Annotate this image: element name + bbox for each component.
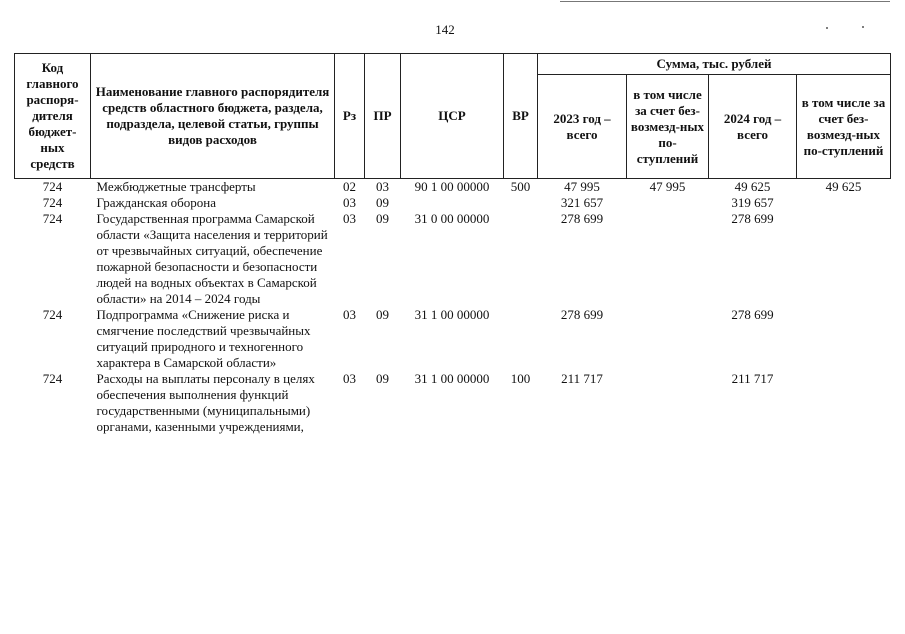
row-code: 724 [42,307,63,322]
page-number: 142 [435,22,455,37]
row-2023-free: 47 995 [649,179,686,194]
row-csr: 31 0 00 00000 [414,211,490,226]
header-rz: Рз [335,54,365,179]
row-2023-total: 47 995 [564,179,600,194]
row-2024-free [797,307,891,371]
scan-speck [862,26,864,28]
row-2023-free [627,211,709,307]
row-2023-free [627,371,709,435]
row-vr [504,195,538,211]
row-code: 724 [42,371,63,386]
row-pr: 03 [376,179,389,194]
table-row [15,211,891,307]
row-2024-total: 319 657 [731,195,774,210]
row-pr: 09 [376,307,389,322]
top-edge-line [560,1,890,2]
row-code: 724 [42,195,63,210]
row-2024-free [797,371,891,435]
row-2024-free [797,211,891,307]
row-code: 724 [42,211,63,226]
row-2023-total: 278 699 [560,211,604,226]
header-2024-free: в том числе за счет без-возмезд-ных по-ступлений [797,75,891,179]
row-pr: 09 [376,195,389,210]
header-sum-group: Сумма, тыс. рублей [538,54,891,75]
row-csr: 31 1 00 00000 [414,371,490,386]
row-2023-total: 321 657 [560,195,604,210]
row-vr [504,211,538,307]
row-csr: 31 1 00 00000 [414,307,490,322]
header-csr: ЦСР [401,54,504,179]
row-2024-free: 49 625 [825,179,862,194]
table-row [15,307,891,371]
row-2024-total: 278 699 [731,211,774,226]
row-2023-free [627,195,709,211]
row-name: Подпрограмма «Снижение риска и смягчение последствий чрезвычайных ситуаций природного и техногенного характера в Самарской области» [96,307,311,370]
table-row [15,371,891,435]
header-2023-total: 2023 год – всего [538,75,627,179]
row-vr: 500 [510,179,531,194]
row-csr [401,195,504,211]
table-header [15,54,891,179]
row-2024-total: 49 625 [734,179,771,194]
row-2024-total: 278 699 [731,307,774,322]
row-code: 724 [42,179,63,194]
header-2023-free: в том числе за счет без-возмезд-ных по-ступлений [627,75,709,179]
row-name: Расходы на выплаты персоналу в целях обеспечения выполнения функций государственными (муниципальными) органами, казенными учреждениями, [96,371,315,434]
header-2024-total: 2024 год – всего [709,75,797,179]
header-name: Наименование главного распорядителя средств областного бюджета, раздела, подраздела, целевой статьи, группы видов расходов [91,54,335,179]
row-csr: 90 1 00 00000 [414,179,490,194]
row-rz: 03 [343,307,356,322]
row-rz: 03 [343,195,356,210]
header-pr: ПР [365,54,401,179]
row-rz: 03 [343,371,356,386]
table-row [15,179,891,196]
row-vr [504,307,538,371]
row-2023-total: 278 699 [560,307,604,322]
row-name: Государственная программа Самарской области «Защита населения и территорий от чрезвычайных ситуаций, обеспечение пожарной безопасности и безопасности людей на водных объектах в Самарской области» на 2014 – 2024 годы [96,211,328,306]
row-pr: 09 [376,371,389,386]
row-2024-total: 211 717 [731,371,774,386]
budget-table [14,53,891,435]
scan-speck [826,27,828,29]
table-row [15,195,891,211]
row-name: Межбюджетные трансферты [96,179,256,194]
row-2023-total: 211 717 [561,371,603,386]
table-body [15,179,891,436]
row-2024-free [797,195,891,211]
header-vr: ВР [504,54,538,179]
row-name: Гражданская оборона [96,195,217,210]
row-2023-free [627,307,709,371]
header-code: Код главного распоря-дителя бюджет-ных средств [15,54,91,179]
row-rz: 02 [343,179,356,194]
row-vr: 100 [510,371,531,386]
row-pr: 09 [376,211,389,226]
row-rz: 03 [343,211,356,226]
